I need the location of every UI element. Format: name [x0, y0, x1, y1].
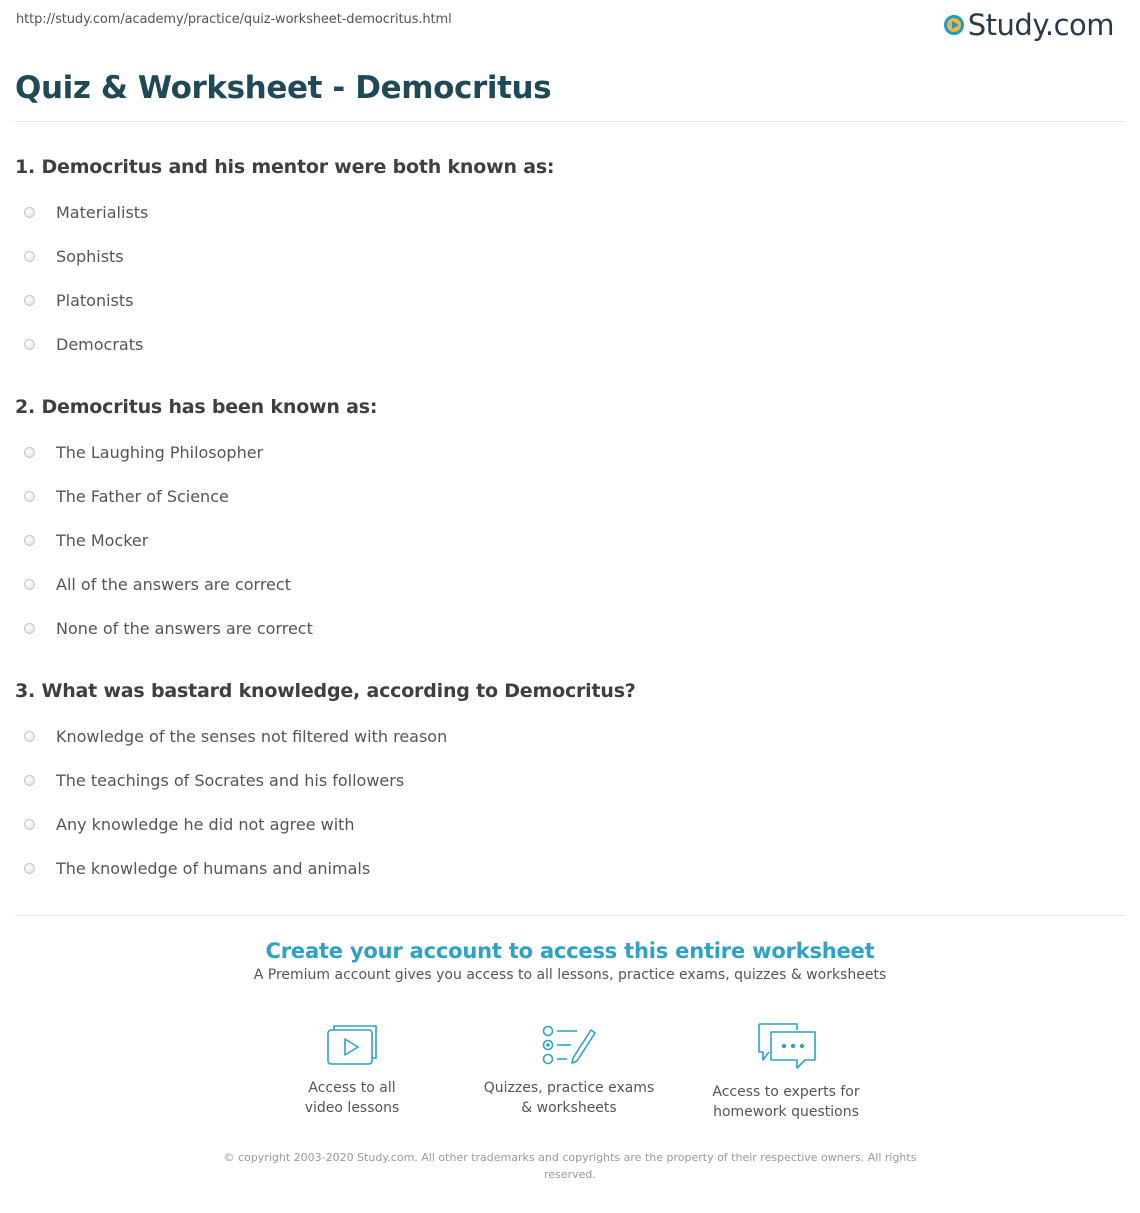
answer-option[interactable] — [15, 758, 1115, 802]
answer-option[interactable] — [15, 562, 1115, 606]
answer-options — [15, 190, 1115, 366]
answer-label: Platonists — [56, 290, 134, 310]
title-divider — [15, 121, 1125, 122]
radio-button[interactable] — [24, 207, 35, 218]
feature-label-line: homework questions — [713, 1104, 859, 1120]
radio-button[interactable] — [24, 491, 35, 502]
video-lessons-icon — [324, 1022, 380, 1068]
feature-video-lessons — [262, 1022, 442, 1118]
answer-label: The knowledge of humans and animals — [56, 858, 371, 878]
radio-button[interactable] — [24, 251, 35, 262]
answer-label: Democrats — [56, 334, 144, 354]
answer-option[interactable] — [15, 802, 1115, 846]
feature-label-line: Quizzes, practice exams — [483, 1080, 655, 1096]
answer-option[interactable] — [15, 714, 1115, 758]
answer-option[interactable] — [15, 606, 1115, 650]
chat-bubbles-icon — [753, 1022, 819, 1072]
radio-button[interactable] — [24, 535, 35, 546]
radio-button[interactable] — [24, 863, 35, 874]
radio-button[interactable] — [24, 339, 35, 350]
question-2 — [15, 395, 1115, 650]
question-1 — [15, 155, 1115, 366]
feature-label-line: Access to all — [308, 1080, 396, 1096]
answer-option[interactable] — [15, 234, 1115, 278]
page-url: http://study.com/academy/practice/quiz-worksheet-democritus.html — [16, 12, 452, 27]
answer-label: The Father of Science — [56, 486, 229, 506]
answer-option[interactable] — [15, 190, 1115, 234]
answer-label: The Mocker — [56, 530, 149, 550]
quiz-checklist-icon — [541, 1022, 597, 1068]
radio-button[interactable] — [24, 775, 35, 786]
page-title: Quiz & Worksheet - Democritus — [15, 70, 552, 106]
feature-experts — [696, 1022, 876, 1122]
answer-option[interactable] — [15, 430, 1115, 474]
feature-label — [479, 1078, 659, 1118]
radio-button[interactable] — [24, 447, 35, 458]
cta-subtitle: A Premium account gives you access to all lessons, practice exams, quizzes & worksheets — [253, 967, 887, 983]
radio-button[interactable] — [24, 623, 35, 634]
radio-button[interactable] — [24, 819, 35, 830]
answer-label: Sophists — [56, 246, 124, 266]
study-logo[interactable] — [944, 8, 1114, 42]
answer-label: Knowledge of the senses not filtered with reason — [56, 726, 448, 746]
copyright-footer: © copyright 2003-2020 Study.com. All other trademarks and copyrights are the property of their respective owners. All rights reserved. — [223, 1151, 917, 1181]
radio-button[interactable] — [24, 295, 35, 306]
answer-label: The teachings of Socrates and his followers — [56, 770, 405, 790]
feature-label-line: & worksheets — [521, 1100, 617, 1116]
feature-label-line: Access to experts for — [712, 1084, 860, 1100]
answer-label: Any knowledge he did not agree with — [56, 814, 355, 834]
answer-option[interactable] — [15, 474, 1115, 518]
questions-divider — [15, 915, 1125, 916]
answer-option[interactable] — [15, 846, 1115, 890]
answer-options — [15, 714, 1115, 890]
answer-label: Materialists — [56, 202, 149, 222]
play-logo-icon — [944, 15, 964, 35]
question-3 — [15, 679, 1115, 890]
radio-button[interactable] — [24, 731, 35, 742]
answer-option[interactable] — [15, 322, 1115, 366]
question-title: 3. What was bastard knowledge, according to Democritus? — [15, 680, 636, 702]
feature-label — [262, 1078, 442, 1118]
answer-options — [15, 430, 1115, 650]
feature-label-line: video lessons — [304, 1100, 400, 1116]
question-title: 1. Democritus and his mentor were both known as: — [15, 156, 555, 178]
radio-button[interactable] — [24, 579, 35, 590]
signup-cta — [0, 939, 1140, 983]
answer-label: All of the answers are correct — [56, 574, 291, 594]
cta-title-link[interactable]: Create your account to access this entire worksheet — [265, 939, 875, 963]
feature-quizzes — [479, 1022, 659, 1118]
premium-features — [0, 1022, 1140, 1122]
logo-text: Study.com — [967, 8, 1114, 42]
answer-label: None of the answers are correct — [56, 618, 313, 638]
question-title: 2. Democritus has been known as: — [15, 396, 378, 418]
feature-label — [696, 1082, 876, 1122]
answer-label: The Laughing Philosopher — [56, 442, 264, 462]
answer-option[interactable] — [15, 518, 1115, 562]
answer-option[interactable] — [15, 278, 1115, 322]
